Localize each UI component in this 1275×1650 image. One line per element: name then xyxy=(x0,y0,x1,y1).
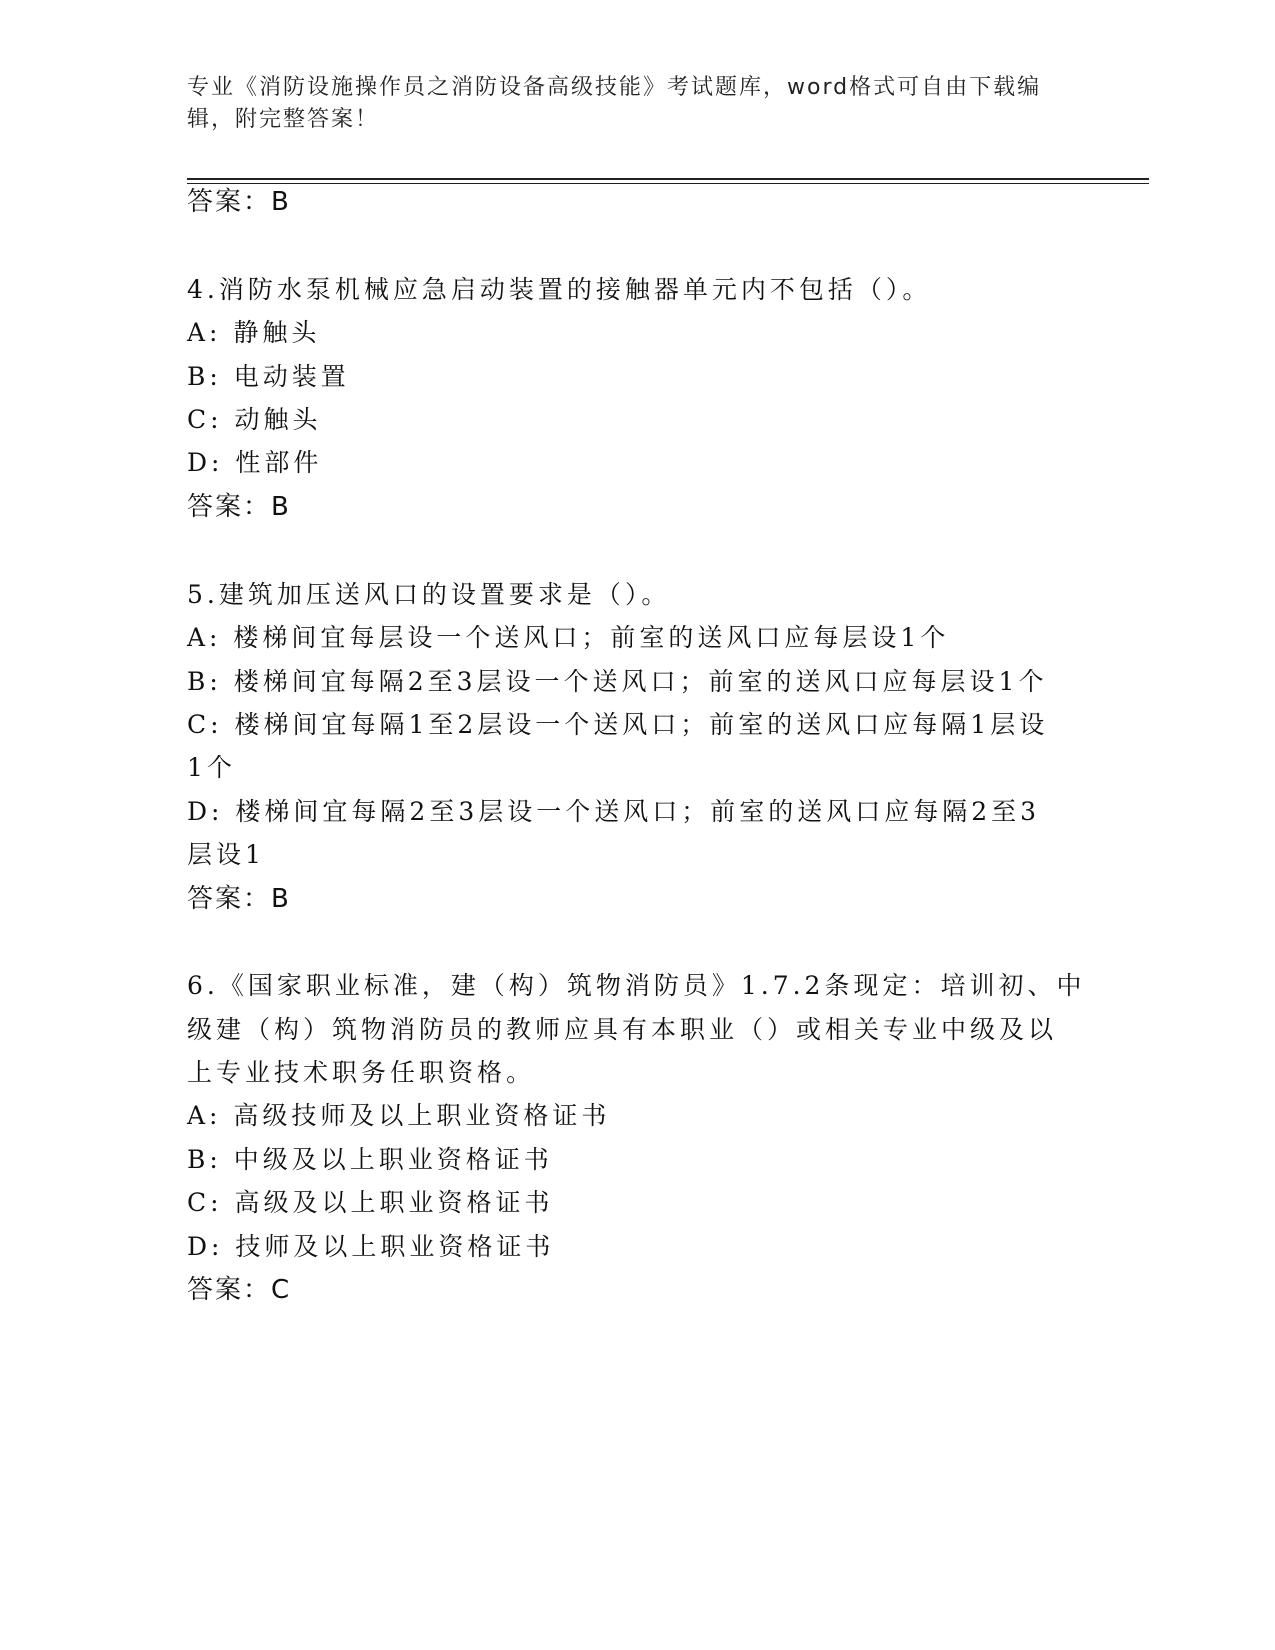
q4-answer: 答案：B xyxy=(187,492,291,522)
answer-previous: 答案：B xyxy=(187,187,291,217)
header-rule-thick xyxy=(187,178,1149,180)
q5-option-c-line2: 1个 xyxy=(187,753,236,782)
q6-question-line2: 级建（构）筑物消防员的教师应具有本职业（）或相关专业中级及以 xyxy=(187,1015,1058,1044)
q4-option-b: B: 电动装置 xyxy=(187,362,350,391)
q6-option-c: C: 高级及以上职业资格证书 xyxy=(187,1188,554,1217)
q5-question: 5.建筑加压送风口的设置要求是（）。 xyxy=(187,580,671,609)
q5-answer: 答案：B xyxy=(187,884,291,914)
q5-option-b: B: 楼梯间宜每隔2至3层设一个送风口；前室的送风口应每层设1个 xyxy=(187,667,1048,696)
q5-option-d-line2: 层设1 xyxy=(187,840,265,869)
q6-answer: 答案：C xyxy=(187,1275,292,1305)
q4-option-d: D: 性部件 xyxy=(187,448,323,477)
q6-option-b: B: 中级及以上职业资格证书 xyxy=(187,1145,553,1174)
q6-option-a: A: 高级技师及以上职业资格证书 xyxy=(187,1101,611,1130)
document-header: 专业《消防设施操作员之消防设备高级技能》考试题库，word格式可自由下载编辑，附完整答案！ xyxy=(187,75,1042,132)
q6-question-line1: 6.《国家职业标准，建（构）筑物消防员》1.7.2条现定：培训初、中 xyxy=(187,971,1086,1000)
q5-option-d-line1: D: 楼梯间宜每隔2至3层设一个送风口；前室的送风口应每隔2至3 xyxy=(187,797,1041,826)
q6-option-d: D: 技师及以上职业资格证书 xyxy=(187,1232,555,1261)
q4-question: 4.消防水泵机械应急启动装置的接触器单元内不包括（）。 xyxy=(187,275,932,304)
header-rule-thin xyxy=(187,183,1149,184)
q5-option-c-line1: C: 楼梯间宜每隔1至2层设一个送风口；前室的送风口应每隔1层设 xyxy=(187,710,1049,739)
q6-question-line3: 上专业技术职务任职资格。 xyxy=(187,1058,536,1087)
q5-option-a: A: 楼梯间宜每层设一个送风口；前室的送风口应每层设1个 xyxy=(187,623,950,652)
q4-option-a: A: 静触头 xyxy=(187,318,321,347)
q4-option-c: C: 动触头 xyxy=(187,405,322,434)
